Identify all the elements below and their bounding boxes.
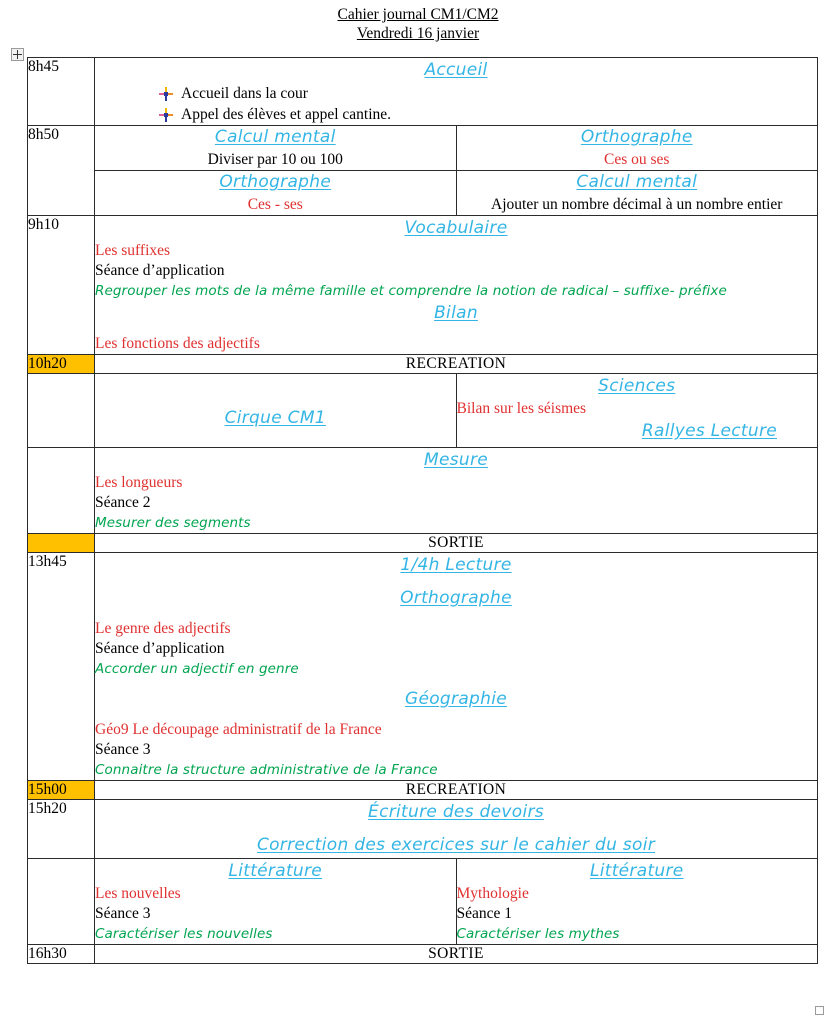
objectif-orthographe-pm: Accorder un adjectif en genre <box>95 661 299 677</box>
bullet-text: Appel des élèves et appel cantine. <box>181 106 392 123</box>
time-cell-mesure <box>28 448 95 534</box>
content-cell-litterature-right <box>456 859 818 945</box>
notion-genre-adjectifs: Le genre des adjectifs <box>95 620 231 637</box>
time-cell-accueil: 8h45 <box>28 58 95 126</box>
band-recreation-2: RECREATION <box>95 781 818 800</box>
seance-orthographe-pm: Séance d’application <box>95 640 225 657</box>
detail-calcul-mental: Diviser par 10 ou 100 <box>207 151 343 168</box>
subject-orthographe-pm: Orthographe <box>400 588 512 608</box>
page-title <box>0 0 836 43</box>
objectif-geographie: Connaitre la structure administrative de la France <box>95 762 438 778</box>
detail-orthographe: Ces ou ses <box>604 151 670 168</box>
objectif-vocabulaire: Regrouper les mots de la même famille et comprendre la notion de radical – suffixe- préfixe <box>95 283 727 299</box>
time-cell-sortie-1 <box>28 534 95 553</box>
seance-vocabulaire: Séance d’application <box>95 262 225 279</box>
subject-bilan: Bilan <box>434 303 478 323</box>
table-row-recreation-1 <box>28 355 818 374</box>
subject-cirque: Cirque CM1 <box>224 408 326 428</box>
content-cell-vocabulaire <box>95 216 818 355</box>
time-cell-sortie-2: 16h30 <box>28 945 95 964</box>
seance-geographie: Séance 3 <box>95 741 151 758</box>
seance-litterature-left: Séance 3 <box>95 905 151 922</box>
table-row-devoirs <box>28 800 818 859</box>
spacer <box>95 578 817 586</box>
subject-vocabulaire: Vocabulaire <box>404 218 508 238</box>
content-cell-sciences <box>456 374 818 448</box>
spacer <box>95 611 817 619</box>
spacer <box>95 326 817 334</box>
spacer <box>95 431 456 447</box>
notion-fonctions-adjectifs: Les fonctions des adjectifs <box>95 335 260 352</box>
content-cell-devoirs <box>95 800 818 859</box>
spacer <box>95 825 817 833</box>
subject-accueil: Accueil <box>424 60 488 80</box>
time-cell-vocabulaire: 9h10 <box>28 216 95 355</box>
subject-orthographe: Orthographe <box>219 172 332 192</box>
notion-sciences: Bilan sur les séismes <box>456 400 587 417</box>
time-cell-recreation-1: 10h20 <box>28 355 95 374</box>
table-row-apres-midi <box>28 553 818 781</box>
content-cell-litterature-left <box>95 859 457 945</box>
spacer <box>95 374 456 390</box>
content-cell-orthographe-1 <box>456 126 818 171</box>
time-cell-recreation-2: 15h00 <box>28 781 95 800</box>
notion-mesure: Les longueurs <box>95 474 183 491</box>
content-cell-apres-midi <box>95 553 818 781</box>
table-row-vocabulaire <box>28 216 818 355</box>
spacer <box>95 390 456 406</box>
list-item <box>95 104 817 125</box>
notion-vocabulaire: Les suffixes <box>95 242 171 259</box>
subject-geographie: Géographie <box>405 689 507 709</box>
subject-litterature-left: Littérature <box>228 861 323 881</box>
detail-orthographe: Ces - ses <box>247 196 303 213</box>
table-row-rituels-1 <box>28 126 818 171</box>
subject-calcul-mental: Calcul mental <box>214 127 336 147</box>
list-item <box>95 83 817 104</box>
subject-quart-heure-lecture: 1/4h Lecture <box>400 555 512 575</box>
band-recreation-1: RECREATION <box>95 355 818 374</box>
colored-cross-bullet-icon <box>159 86 173 100</box>
content-cell-calcul-mental-2 <box>456 171 818 216</box>
table-move-handle-icon[interactable] <box>11 48 24 61</box>
objectif-mesure: Mesurer des segments <box>95 515 251 531</box>
table-row-sortie-1 <box>28 534 818 553</box>
seance-litterature-right: Séance 1 <box>456 905 513 922</box>
daily-planner-table <box>27 57 818 964</box>
content-cell-orthographe-2 <box>95 171 457 216</box>
time-cell-litterature <box>28 859 95 945</box>
band-sortie-2: SORTIE <box>95 945 818 964</box>
time-cell-devoirs: 15h20 <box>28 800 95 859</box>
time-cell-cirque-sciences <box>28 374 95 448</box>
table-row-rituels-2 <box>28 171 818 216</box>
content-cell-accueil <box>95 58 818 126</box>
spacer <box>95 712 817 720</box>
content-cell-calcul-mental-1 <box>95 126 457 171</box>
seance-mesure: Séance 2 <box>95 494 151 511</box>
subject-calcul-mental: Calcul mental <box>576 172 698 192</box>
title-line-1: Cahier journal CM1/CM2 <box>337 6 499 23</box>
table-row-accueil <box>28 58 818 126</box>
subject-mesure: Mesure <box>423 450 488 470</box>
subject-rallyes-lecture: Rallyes Lecture <box>641 421 777 441</box>
table-row-recreation-2 <box>28 781 818 800</box>
bullet-text: Accueil dans la cour <box>181 85 308 102</box>
table-row-litterature <box>28 859 818 945</box>
spacer <box>95 679 817 687</box>
table-row-sortie-2 <box>28 945 818 964</box>
detail-calcul-mental: Ajouter un nombre décimal à un nombre entier <box>491 196 783 213</box>
time-cell-rituels: 8h50 <box>28 126 95 216</box>
subject-sciences: Sciences <box>598 376 676 396</box>
subject-orthographe: Orthographe <box>580 127 693 147</box>
subject-correction-exercices: Correction des exercices sur le cahier du soir <box>256 835 656 855</box>
table-row-cirque-sciences <box>28 374 818 448</box>
table-row-mesure <box>28 448 818 534</box>
table-resize-handle-icon[interactable] <box>815 1006 824 1015</box>
notion-geographie: Géo9 Le découpage administratif de la France <box>95 721 382 738</box>
objectif-litterature-right: Caractériser les mythes <box>456 926 620 942</box>
title-line-2: Vendredi 16 janvier <box>356 25 480 42</box>
objectif-litterature-left: Caractériser les nouvelles <box>95 926 273 942</box>
notion-litterature-left: Les nouvelles <box>95 885 181 902</box>
band-sortie-1: SORTIE <box>95 534 818 553</box>
subject-litterature-right: Littérature <box>589 861 684 881</box>
content-cell-cirque <box>95 374 457 448</box>
colored-cross-bullet-icon <box>159 107 173 121</box>
subject-ecriture-devoirs: Écriture des devoirs <box>368 802 544 822</box>
notion-litterature-right: Mythologie <box>456 885 529 902</box>
time-cell-apres-midi: 13h45 <box>28 553 95 781</box>
content-cell-mesure <box>95 448 818 534</box>
